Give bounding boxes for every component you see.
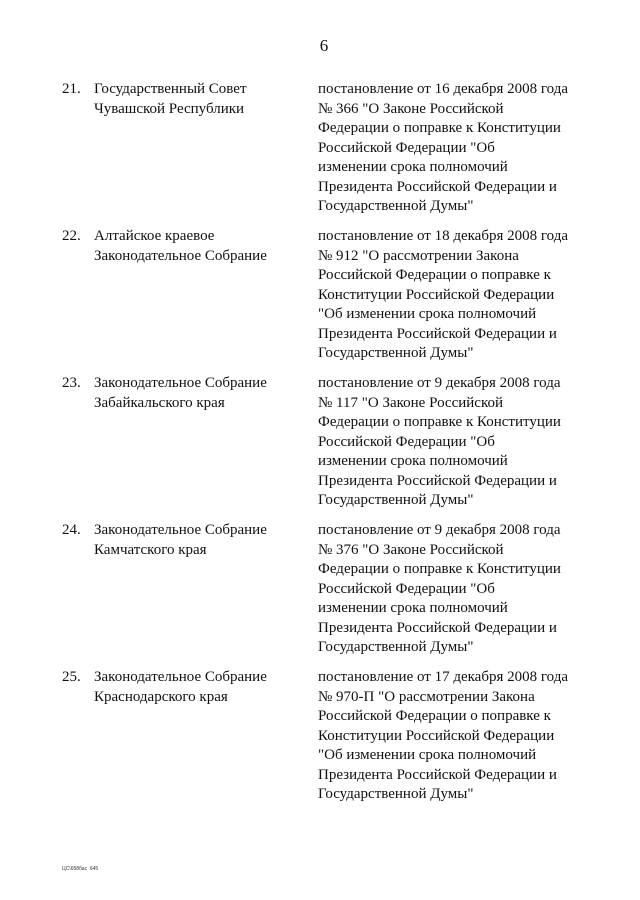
resolution-line: Российской Федерации "Об xyxy=(318,139,495,156)
organization-name xyxy=(94,80,294,119)
resolution-line: Федерации о поправке к Конституции xyxy=(318,561,561,577)
item-number: 24. xyxy=(62,522,81,538)
organization-line: Законодательное Собрание xyxy=(94,247,267,264)
resolution-line: Государственной Думы" xyxy=(318,786,474,802)
organization-line: Государственный Совет xyxy=(94,81,247,97)
resolution-line: Президента Российской Федерации и xyxy=(318,766,557,783)
resolution-line: № 366 "О Законе Российской xyxy=(318,100,504,117)
list-item xyxy=(0,227,640,374)
resolution-line: изменении срока полномочий xyxy=(318,453,508,469)
resolution-line: № 970-П "О рассмотрении Закона xyxy=(318,688,535,705)
organization-line: Камчатского края xyxy=(94,541,207,558)
resolution-line: Российской Федерации о поправке к xyxy=(318,708,551,724)
resolution-line: Федерации о поправке к Конституции xyxy=(318,414,561,430)
organization-name xyxy=(94,227,294,266)
resolution-text xyxy=(318,80,618,217)
resolution-line: изменении срока полномочий xyxy=(318,600,508,616)
organization-line: Забайкальского края xyxy=(94,394,225,411)
resolution-line: постановление от 16 декабря 2008 года xyxy=(318,81,569,97)
resolutions-list xyxy=(0,80,640,815)
organization-line: Законодательное Собрание xyxy=(94,522,267,538)
organization-line: Законодательное Собрание xyxy=(94,375,267,391)
page-number: 6 xyxy=(319,36,329,55)
resolution-line: изменении срока полномочий xyxy=(318,159,508,175)
resolution-line: постановление от 17 декабря 2008 года xyxy=(318,669,569,685)
list-item xyxy=(0,80,640,227)
resolution-line: № 912 "О рассмотрении Закона xyxy=(318,247,519,264)
resolution-line: "Об изменении срока полномочий xyxy=(318,747,537,763)
organization-line: Алтайское краевое xyxy=(94,228,215,244)
item-number: 25. xyxy=(62,669,81,685)
resolution-line: Российской Федерации "Об xyxy=(318,580,495,597)
resolution-line: постановление от 9 декабря 2008 года xyxy=(318,375,561,391)
resolution-line: Государственной Думы" xyxy=(318,345,474,361)
resolution-line: постановление от 18 декабря 2008 года xyxy=(318,228,569,244)
resolution-line: № 117 "О Законе Российской xyxy=(318,394,504,411)
resolution-text xyxy=(318,668,618,805)
item-number: 21. xyxy=(62,81,81,97)
resolution-line: Федерации о поправке к Конституции xyxy=(318,120,561,136)
organization-name xyxy=(94,668,294,707)
resolution-line: Президента Российской Федерации и xyxy=(318,178,557,195)
resolution-line: Государственной Думы" xyxy=(318,492,474,508)
organization-line: Краснодарского края xyxy=(94,688,228,705)
resolution-text xyxy=(318,374,618,511)
item-number: 23. xyxy=(62,375,81,391)
list-item xyxy=(0,374,640,521)
organization-name xyxy=(94,374,294,413)
resolution-line: Государственной Думы" xyxy=(318,198,474,214)
resolution-line: Российской Федерации "Об xyxy=(318,433,495,450)
resolution-line: Президента Российской Федерации и xyxy=(318,619,557,636)
list-item xyxy=(0,668,640,815)
item-number: 22. xyxy=(62,228,81,244)
resolution-text xyxy=(318,521,618,658)
resolution-line: № 376 "О Законе Российской xyxy=(318,541,504,558)
resolution-line: постановление от 9 декабря 2008 года xyxy=(318,522,561,538)
organization-line: Законодательное Собрание xyxy=(94,669,267,685)
resolution-line: "Об изменении срока полномочий xyxy=(318,306,537,322)
resolution-line: Российской Федерации о поправке к xyxy=(318,267,551,283)
list-item xyxy=(0,521,640,668)
organization-line: Чувашской Республики xyxy=(94,100,245,117)
footer-document-code: ЦС\658бас 645 xyxy=(62,866,99,872)
organization-name xyxy=(94,521,294,560)
resolution-line: Президента Российской Федерации и xyxy=(318,325,557,342)
resolution-line: Президента Российской Федерации и xyxy=(318,472,557,489)
resolution-line: Конституции Российской Федерации xyxy=(318,286,555,303)
resolution-line: Конституции Российской Федерации xyxy=(318,727,555,744)
resolution-text xyxy=(318,227,618,364)
resolution-line: Государственной Думы" xyxy=(318,639,474,655)
